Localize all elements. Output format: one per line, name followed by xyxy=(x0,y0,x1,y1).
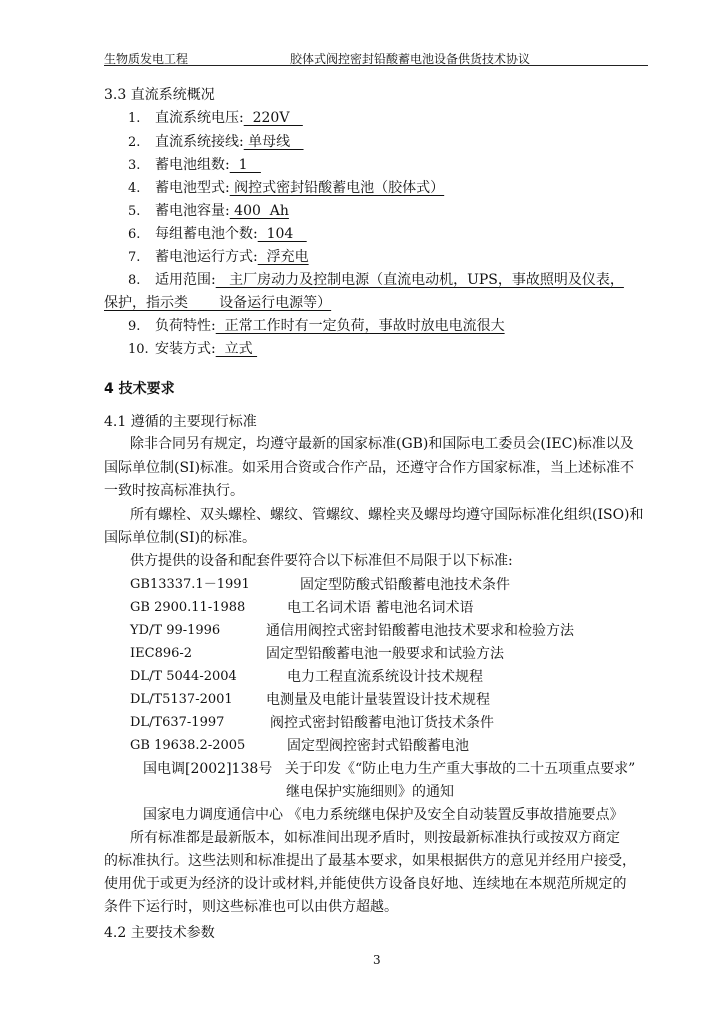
page-number: 3 xyxy=(373,953,381,967)
para-4-line-3: 使用优于或更为经济的设计或材料,并能使供方设备良好地、连续地在本规范所规定的 xyxy=(104,876,627,892)
item-5-value: 400 Ah xyxy=(229,203,289,219)
dispatch-center-line: 国家电力调度通信中心 《电力系统继电保护及安全自动装置反事故措施要点》 xyxy=(143,807,624,823)
item-8-label: 适用范围: xyxy=(155,272,216,288)
item-8-continued xyxy=(104,294,331,312)
guodiao-line-2: 继电保护实施细则》的通知 xyxy=(286,784,454,800)
standard-name: 电测量及电能计量装置设计技术规程 xyxy=(266,692,490,708)
item-10-number: 10. xyxy=(128,342,149,357)
item-7-value: 浮充电 xyxy=(257,249,309,265)
item-10-value: 立式 xyxy=(215,341,258,357)
para-2-line-2: 国际单位制(SI)的标准。 xyxy=(104,530,257,546)
item-3 xyxy=(155,156,261,174)
para-2-line-1: 所有螺栓、双头螺栓、螺纹、管螺纹、螺栓夹及螺母均遵守国际标准化组织(ISO)和 xyxy=(130,507,644,523)
item-3-number: 3. xyxy=(128,158,141,173)
item-9 xyxy=(155,317,505,335)
item-8 xyxy=(155,271,624,289)
item-9-label: 负荷特性: xyxy=(155,318,216,334)
item-3-label: 蓄电池组数: xyxy=(155,157,230,173)
para-4-line-2: 的标准执行。这些法则和标准提出了最基本要求，如果根据供方的意见并经用户接受， xyxy=(104,853,636,869)
item-1-label: 直流系统电压: xyxy=(155,110,244,126)
item-10 xyxy=(155,340,257,358)
standard-code: GB 19638.2-2005 xyxy=(130,738,246,753)
item-1-value: 220V xyxy=(243,110,303,126)
item-5 xyxy=(155,202,289,220)
item-6 xyxy=(155,225,307,243)
header-project-name: 生物质发电工程 xyxy=(104,52,189,66)
item-4-value: 阀控式密封铅酸蓄电池（胶体式） xyxy=(229,180,445,196)
section-4-1-title: 4.1 遵循的主要现行标准 xyxy=(104,414,257,430)
item-2-number: 2. xyxy=(128,135,141,150)
standard-name: 通信用阀控式密封铅酸蓄电池技术要求和检验方法 xyxy=(266,623,574,639)
standard-code: IEC896-2 xyxy=(130,646,193,661)
standard-code: DL/T637-1997 xyxy=(130,715,225,730)
item-2-label: 直流系统接线: xyxy=(155,134,244,150)
standard-name: 阀控式密封铅酸蓄电池订货技术条件 xyxy=(270,715,494,731)
item-9-value: 正常工作时有一定负荷，事故时放电电流很大 xyxy=(215,318,505,334)
standard-code: DL/T5137-2001 xyxy=(130,692,233,707)
header-document-title: 胶体式阀控密封铅酸蓄电池设备供货技术协议 xyxy=(290,52,531,66)
standard-code: GB13337.1－1991 xyxy=(130,577,250,592)
item-6-number: 6. xyxy=(128,227,141,242)
item-8-number: 8. xyxy=(128,273,141,288)
para-1-line-2: 国际单位制(SI)标准。如采用合资或合作产品，还遵守合作方国家标准，当上述标准不 xyxy=(104,460,635,476)
item-1 xyxy=(155,109,303,127)
para-1-line-3: 一致时按高标准执行。 xyxy=(104,483,244,499)
standard-code: DL/T 5044-2004 xyxy=(130,669,237,684)
para-1-line-1: 除非合同另有规定，均遵守最新的国家标准(GB)和国际电工委员会(IEC)标准以及 xyxy=(130,436,634,452)
item-2-value: 单母线 xyxy=(243,134,304,150)
item-2 xyxy=(155,133,304,151)
header-divider xyxy=(104,65,648,66)
item-4-number: 4. xyxy=(128,181,141,196)
item-5-number: 5. xyxy=(128,204,141,219)
item-7-label: 蓄电池运行方式: xyxy=(155,249,258,265)
item-6-label: 每组蓄电池个数: xyxy=(155,226,258,242)
standard-name: 固定型铅酸蓄电池一般要求和试验方法 xyxy=(266,646,504,662)
item-8-value-line2: 保护，指示类 设备运行电源等） xyxy=(104,295,332,311)
para-4-line-4: 条件下运行时，则这些标准也可以由供方超越。 xyxy=(104,899,398,915)
section-3-3-title: 3.3 直流系统概况 xyxy=(104,87,215,103)
item-10-label: 安装方式: xyxy=(155,341,216,357)
item-4-label: 蓄电池型式: xyxy=(155,180,230,196)
item-3-value: 1 xyxy=(229,157,261,173)
standard-name: 固定型防酸式铅酸蓄电池技术条件 xyxy=(300,577,510,593)
guodiao-code: 国电调[2002]138号 xyxy=(143,761,273,777)
item-7-number: 7. xyxy=(128,250,141,265)
item-1-number: 1. xyxy=(128,111,141,126)
standard-code: YD/T 99-1996 xyxy=(130,623,221,638)
item-8-value: 主厂房动力及控制电源（直流电动机，UPS，事故照明及仪表， xyxy=(215,272,624,288)
para-3: 供方提供的设备和配套件要符合以下标准但不局限于以下标准: xyxy=(130,553,513,569)
item-9-number: 9. xyxy=(128,319,141,334)
section-4-2-title: 4.2 主要技术参数 xyxy=(104,925,215,941)
guodiao-line-1: 关于印发《“防止电力生产重大事故的二十五项重点要求” xyxy=(285,761,636,777)
item-5-label: 蓄电池容量: xyxy=(155,203,230,219)
section-4-title: 4 技术要求 xyxy=(104,381,175,397)
item-7 xyxy=(155,248,309,266)
standard-name: 电工名词术语 蓄电池名词术语 xyxy=(287,600,474,616)
item-6-value: 104 xyxy=(257,226,307,242)
standard-code: GB 2900.11-1988 xyxy=(130,600,246,615)
item-4 xyxy=(155,179,444,197)
standard-name: 固定型阀控密封式铅酸蓄电池 xyxy=(287,738,469,754)
para-4-line-1: 所有标准都是最新版本，如标准间出现矛盾时，则按最新标准执行或按双方商定 xyxy=(130,830,620,846)
standard-name: 电力工程直流系统设计技术规程 xyxy=(287,669,483,685)
